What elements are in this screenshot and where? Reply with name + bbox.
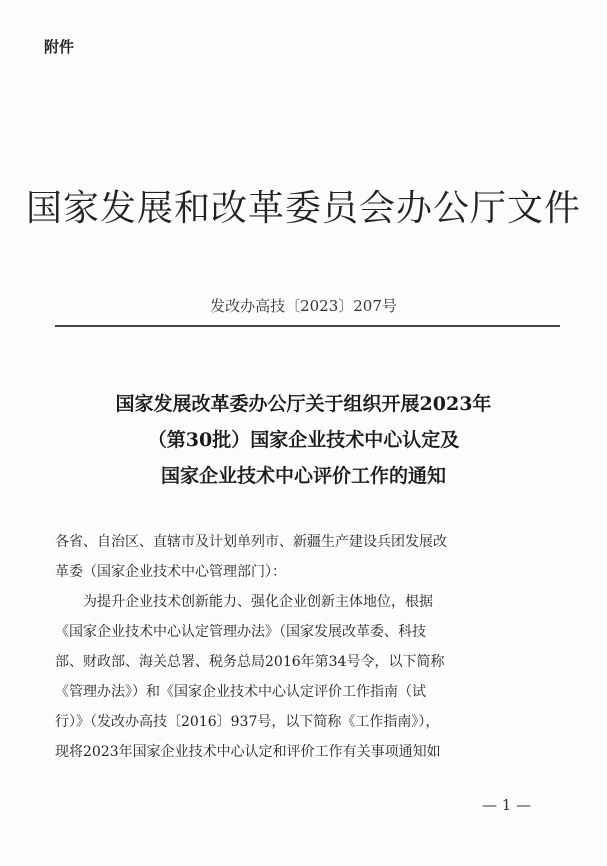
document-number: 发改办高技〔2023〕207号 — [210, 297, 397, 315]
page-number: — 1 — — [482, 796, 532, 814]
title-line: （第30批）国家企业技术中心认定及 — [147, 429, 460, 451]
paragraph-line: 行）》（发改办高技〔2016〕937号，以下简称《工作指南》）， — [55, 714, 440, 730]
issuer-masthead: 国家发展和改革委员会办公厅文件 — [25, 188, 581, 229]
paragraph-line: 为提升企业技术创新能力、强化企业创新主体地位，根据 — [83, 594, 433, 610]
notice-title — [0, 386, 607, 494]
title-line: 国家发展改革委办公厅关于组织开展2023年 — [115, 393, 492, 415]
paragraph-line: 现将2023年国家企业技术中心认定和评价工作有关事项通知如 — [55, 744, 441, 760]
paragraph-line: 部、财政部、海关总署、税务总局2016年第34号令，以下简称 — [55, 654, 445, 670]
notice-body — [55, 527, 563, 767]
salutation-line: 革委（国家企业技术中心管理部门）： — [55, 564, 286, 580]
attachment-label: 附件 — [44, 38, 75, 56]
paragraph-line: 《国家企业技术中心认定管理办法》（国家发展改革委、科技 — [55, 624, 426, 640]
header-divider — [55, 325, 560, 327]
title-line: 国家企业技术中心评价工作的通知 — [160, 465, 446, 487]
salutation-line: 各省、自治区、直辖市及计划单列市、新疆生产建设兵团发展改 — [55, 534, 447, 550]
paragraph-line: 《管理办法》）和《国家企业技术中心认定评价工作指南（试 — [55, 684, 426, 700]
